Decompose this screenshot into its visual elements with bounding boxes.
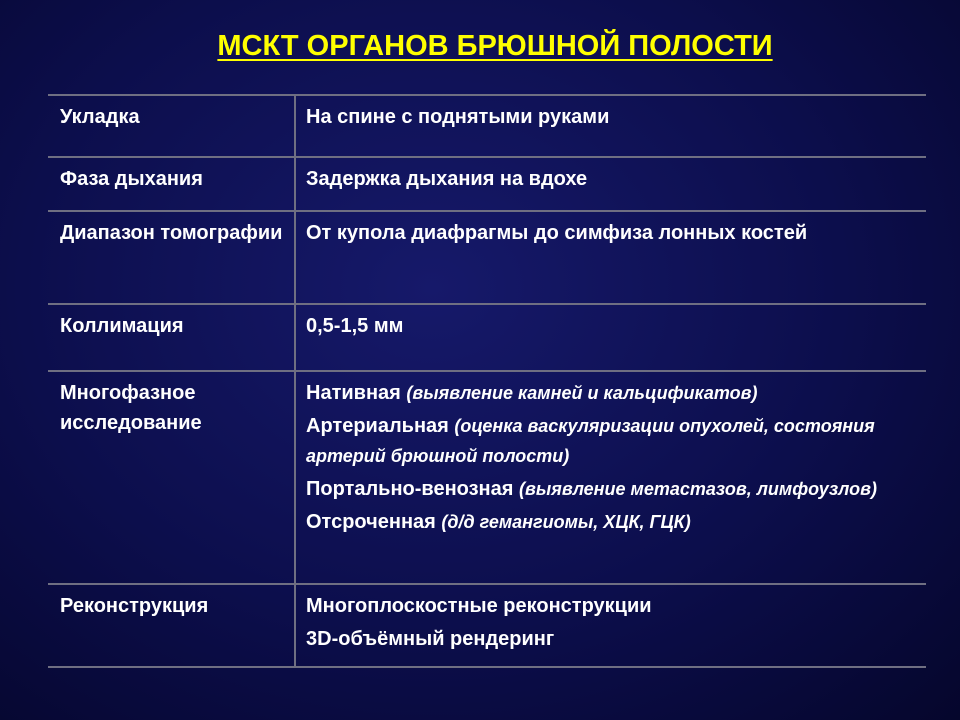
phase-note: (выявление камней и кальцификатов) [406, 383, 758, 403]
multiphase-value [295, 371, 926, 584]
phase-delayed [306, 507, 918, 537]
table-row [48, 584, 926, 667]
phase-name: Артериальная [306, 415, 449, 437]
collimation-label: Коллимация [48, 304, 295, 371]
phase-name: Отсроченная [306, 511, 436, 533]
table-row [48, 211, 926, 304]
breathing-phase-label: Фаза дыхания [48, 157, 295, 211]
table-row [48, 157, 926, 211]
table-row [48, 371, 926, 584]
slide-title: МСКТ ОРГАНОВ БРЮШНОЙ ПОЛОСТИ [217, 30, 773, 62]
phase-name: Нативная [306, 382, 401, 404]
phase-name: Портально-венозная [306, 478, 514, 500]
phase-note: (д/д гемангиомы, ХЦК, ГЦК) [441, 512, 691, 532]
reconstruction-value [295, 584, 926, 667]
positioning-label: Укладка [48, 95, 295, 157]
reconstruction-label: Реконструкция [48, 584, 295, 667]
reconstruction-item: Многоплоскостные реконструкции [306, 595, 652, 617]
table-row [48, 95, 926, 157]
breathing-phase-value: Задержка дыхания на вдохе [295, 157, 926, 211]
positioning-value: На спине с поднятыми руками [295, 95, 926, 157]
phase-note: (выявление метастазов, лимфоузлов) [518, 479, 877, 499]
reconstruction-item: 3D-объёмный рендеринг [306, 628, 555, 650]
table-row [48, 304, 926, 371]
collimation-value: 0,5-1,5 мм [295, 304, 926, 371]
phase-note: (оценка васкуляризации опухолей, состояния артерий брюшной полости) [306, 416, 875, 466]
multiphase-label: Многофазное исследование [48, 371, 295, 584]
phase-arterial [306, 411, 918, 471]
ct-parameters-table [48, 94, 926, 668]
scan-range-value: От купола диафрагмы до симфиза лонных костей [295, 211, 926, 304]
scan-range-label: Диапазон томографии [48, 211, 295, 304]
phase-native [306, 378, 918, 408]
phase-portal-venous [306, 474, 918, 504]
